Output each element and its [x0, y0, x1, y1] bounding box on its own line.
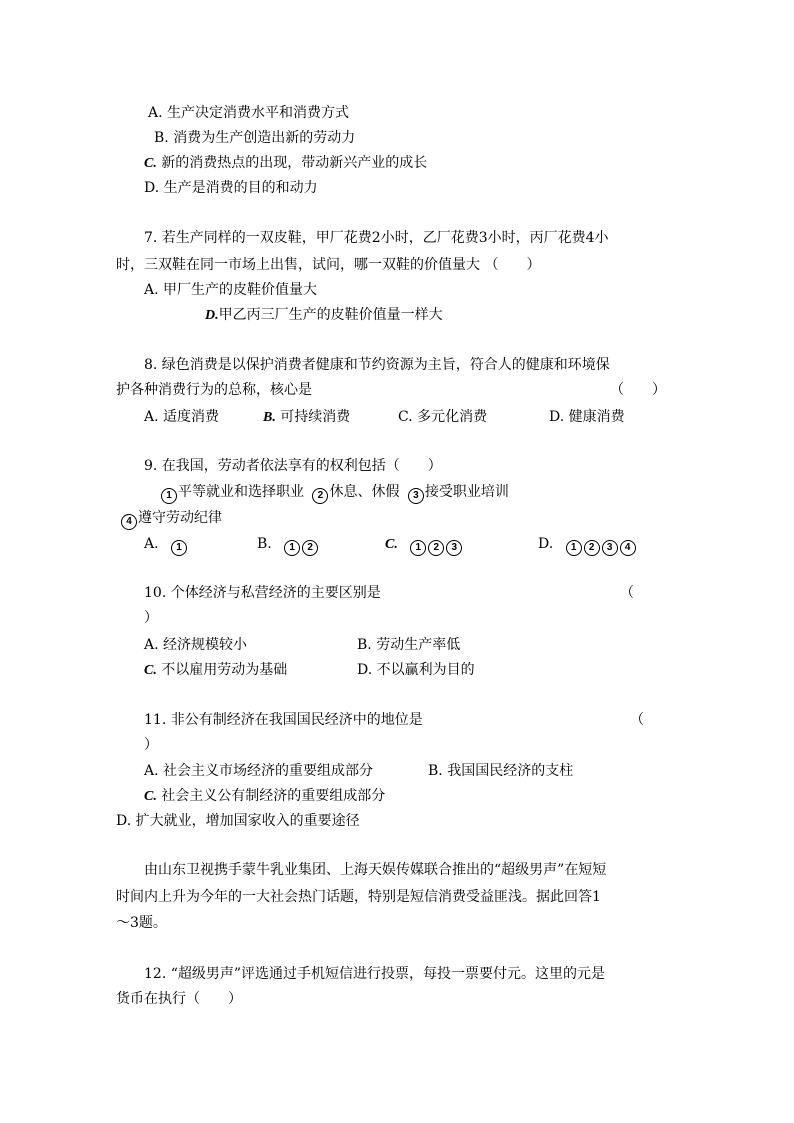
- q8-stem-line1: 8. 绿色消费是以保护消费者健康和节约资源为主旨，符合人的健康和环境保: [144, 357, 610, 373]
- option-text: 可持续消费: [280, 409, 351, 425]
- option-text: 甲乙丙三厂生产的皮鞋价值量一样大: [218, 307, 443, 323]
- q9-items-line1: [160, 483, 509, 504]
- q10-stem: 10. 个体经济与私营经济的主要区别是: [144, 585, 381, 601]
- q11-option-b: B. 我国国民经济的支柱: [428, 763, 574, 779]
- q11-option-d: D. 扩大就业，增加国家收入的重要途径: [116, 813, 360, 829]
- q8-stem-line2: 护各种消费行为的总称，核心是: [116, 382, 312, 398]
- q12-stem-line1: 12. “超级男声”评选通过手机短信进行投票，每投一票要付元。这里的元是: [144, 966, 606, 982]
- q9-item-2: 休息、休假: [329, 484, 400, 500]
- circled-number-3: 3: [602, 540, 618, 556]
- circled-number-3: 3: [446, 540, 462, 556]
- circled-number-4: 4: [121, 514, 137, 530]
- circled-number-1: 1: [566, 540, 582, 556]
- q12-stem-line2: 货币在执行（ ）: [116, 991, 242, 1007]
- q9-option-d: [538, 535, 637, 556]
- q9-option-c: [385, 535, 463, 556]
- q11-paren-close: ）: [144, 737, 158, 753]
- q9-items-line2: [120, 509, 222, 530]
- option-text: 不以雇用劳动为基础: [161, 662, 288, 678]
- q6-option-c: [144, 154, 427, 173]
- q10-option-a: A. 经济规模较小: [144, 637, 248, 653]
- q11-paren-open: （: [630, 712, 644, 728]
- option-letter: D.: [205, 308, 219, 323]
- passage-line1: 由山东卫视携手蒙牛乳业集团、上海天娱传媒联合推出的“超级男声”在短短: [144, 862, 607, 878]
- q11-option-a: A. 社会主义市场经济的重要组成部分: [144, 763, 374, 779]
- option-letter: A.: [144, 536, 159, 552]
- q9-stem: 9. 在我国，劳动者依法享有的权利包括（ ）: [144, 458, 442, 474]
- option-letter: B.: [263, 410, 276, 425]
- option-text: 新的消费热点的出现，带动新兴产业的成长: [161, 155, 428, 171]
- q10-option-b: B. 劳动生产率低: [357, 637, 461, 653]
- option-letter: D.: [538, 536, 554, 552]
- circled-number-2: 2: [302, 540, 318, 556]
- q8-option-b: [263, 408, 350, 427]
- q9-item-3: 接受职业培训: [424, 484, 509, 500]
- q10-paren-open: （: [620, 585, 634, 601]
- q6-option-b: B. 消费为生产创造出新的劳动力: [154, 130, 356, 146]
- q9-option-b: [257, 535, 319, 556]
- circled-number-1: 1: [171, 540, 187, 556]
- q7-option-d: [205, 306, 443, 325]
- q6-option-a: A. 生产决定消费水平和消费方式: [148, 105, 350, 121]
- option-letter: C.: [385, 537, 398, 552]
- q10-option-d: D. 不以赢利为目的: [357, 662, 475, 678]
- circled-number-2: 2: [428, 540, 444, 556]
- circled-number-2: 2: [584, 540, 600, 556]
- circled-number-1: 1: [284, 540, 300, 556]
- circled-number-1: 1: [410, 540, 426, 556]
- q9-option-a: [144, 535, 188, 556]
- q8-option-d: D. 健康消费: [549, 409, 625, 425]
- q7-option-a: A. 甲厂生产的皮鞋价值量大: [144, 282, 318, 298]
- q7-stem-line1: 7. 若生产同样的一双皮鞋，甲厂花费2小时，乙厂花费3小时，丙厂花费4小: [144, 230, 609, 246]
- q9-item-4: 遵守劳动纪律: [138, 510, 222, 526]
- q11-option-c: [144, 787, 385, 806]
- circled-number-2: 2: [312, 488, 328, 504]
- q10-paren-close: ）: [144, 610, 158, 626]
- option-letter: C.: [144, 663, 157, 678]
- circled-number-3: 3: [408, 488, 424, 504]
- q10-option-c: [144, 661, 287, 680]
- option-letter: B.: [257, 536, 272, 552]
- q8-option-a: A. 适度消费: [144, 409, 220, 425]
- q8-answer-paren: （ ）: [610, 382, 666, 398]
- passage-line3: ～3题。: [116, 915, 167, 931]
- q11-stem: 11. 非公有制经济在我国国民经济中的地位是: [144, 712, 423, 728]
- passage-line2: 时间内上升为今年的一大社会热门话题，特别是短信消费受益匪浅。据此回答1: [116, 889, 601, 905]
- option-text: 社会主义公有制经济的重要组成部分: [161, 788, 386, 804]
- q6-option-d: D. 生产是消费的目的和动力: [144, 180, 318, 196]
- circled-number-4: 4: [620, 540, 636, 556]
- q8-option-c: C. 多元化消费: [398, 409, 488, 425]
- q7-stem-line2: 时，三双鞋在同一市场上出售，试问，哪一双鞋的价值量大 （ ）: [116, 257, 541, 273]
- circled-number-1: 1: [161, 488, 177, 504]
- option-letter: C.: [144, 789, 157, 804]
- q9-item-1: 平等就业和选择职业: [178, 484, 304, 500]
- option-letter: C.: [144, 156, 157, 171]
